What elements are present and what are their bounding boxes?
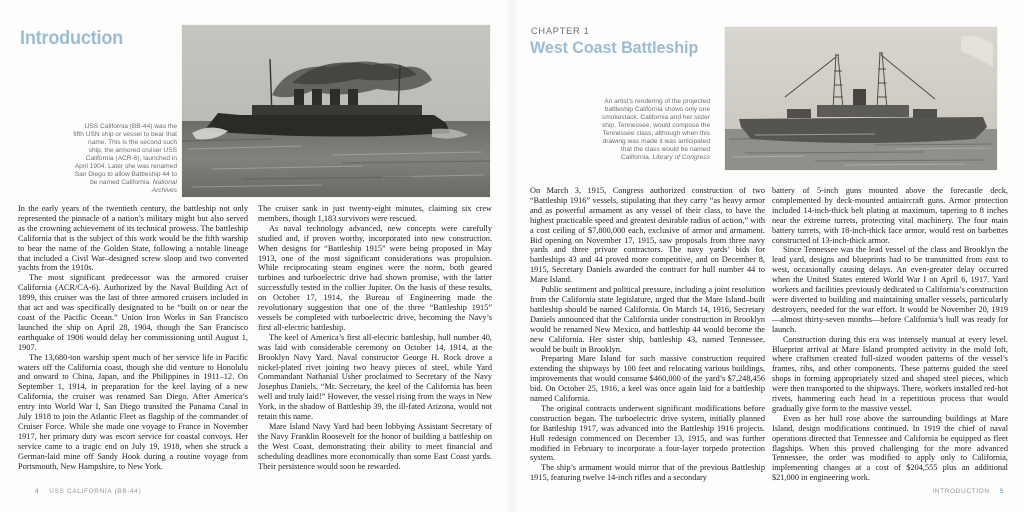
armored-cruiser-photo-art: [182, 25, 490, 197]
paragraph: Construction during this era was intensely manual at every level. Blueprint arrival at Mare Island prompted activity in the mold loft, where craftsmen created full-sized wooden patterns of the vessel’s frames, ribs, and other components. These patterns guided the steel shops in forming appropriately sized and shaped steel pieces, which were then transported to the shipways. There, workers installed red-hot rivets, hammering each head in a repetitious process that would gradually give form to the massive vessel.: [772, 334, 1009, 413]
page-title-introduction: Introduction: [20, 28, 124, 49]
chapter-label: CHAPTER 1: [531, 26, 590, 37]
paragraph: On March 3, 1915, Congress authorized construction of two “Battleship 1916” vessels, stipulating that they carry “as heavy armor and as powerful armament as any vessel of their class, to have the highest practicable speed and greatest desirable radius of action,” with a cost ceiling of $7,800,000 each, exclusive of armor and armament. Bid opening on November 17, 1915, saw proposals from three navy yards and three private contractors. The navy yards’ bids for battleships 43 and 44 proved more competitive, and on December 8, 1915, Secretary Daniels awarded the contract for hull number 44 to Mare Island.: [530, 186, 765, 285]
caption-text: USS California (BB-44) was the fifth USN ship or vessel to bear that name. This is the second such ship, the armored cruiser USS California (ACR-6), launched in April 1904. Later she was renamed San Diego to allow Battleship 44 to be named California.: [73, 123, 177, 186]
left-page-column-1: [18, 204, 248, 471]
photo-caption-right: [600, 98, 710, 162]
battleship-rendering-photo: [725, 27, 997, 170]
paragraph: Preparing Mare Island for such massive construction required extending the shipways by 100 feet and relocating various buildings, improvements that would consume $460,000 of the yard’s $7,248,456 bid. On October 25, 1916, a keel was once again laid for a battleship named California.: [530, 354, 765, 404]
paragraph: The most significant predecessor was the armored cruiser California (ACR/CA-6). Authorized by the Naval Building Act of 1899, this cruiser was the last of three armored cruisers included in that act and was specifically designated to be “built on or near the coast of the Pacific Ocean.” Union Iron Works in San Francisco launched the ship on April 28, 1904, though the San Francisco earthquake of 1906 would delay her commissioning until August 1, 1907.: [18, 273, 248, 352]
caption-text: An artist’s rendering of the projected battleship California shows only one smokestack. California and her sister ship, Tennessee, would compose the Tennessee class, although when this drawing was made it was anticipated that the class would be named California.: [601, 98, 710, 161]
paragraph: Even as her hull rose above the surrounding buildings at Mare Island, design modifications continued. In 1919 the chief of naval operations directed that Tennessee and California be equipped as fleet flagships. When this proved challenging for the more advanced Tennessee, the order was modified to apply only to California, implementing changes at a cost of $204,555 plus an additional $21,000 in engineering work.: [772, 413, 1008, 483]
paragraph: The cruiser sank in just twenty-eight minutes, claiming six crew members, though 1,183 survivors were rescued.: [258, 204, 492, 223]
paragraph: The original contracts underwent significant modifications before construction began. The turboelectric drive system, initially planned for Battleship 1917, was advanced into the Battleship 1916 projects. Hull redesign commenced on December 13, 1915, and was further modified in February to incorporate a four-layer torpedo protection system.: [530, 403, 765, 463]
right-page-column-1: [530, 186, 765, 483]
caption-credit: National Archives: [151, 179, 177, 194]
paragraph: battery of 5-inch guns mounted above the forecastle deck, complemented by deck-mounted antiaircraft guns. Armor protection included 14-inch-thick belt plating at maximum, tapering to 8 inches near the extreme turrets, protecting vital machinery. The four main battery turrets, with 18-inch-thick face armor, would rest on barbettes constructed of 13-inch-thick armor.: [772, 186, 1008, 245]
right-page-column-2: [772, 186, 1008, 483]
paragraph: Since Tennessee was the lead vessel of the class and Brooklyn the lead yard, designs and blueprints had to be transmitted from east to west, occasionally causing delays. An even-greater delay occurred when the United States entered World War I on April 6, 1917. Yard workers and facilities previously dedicated to California’s construction were diverted to building and maintaining smaller vessels, particularly destroyers, needed for the war effort. It would be November 20, 1919—almost thirty-seven months—before California’s hull was ready for launch.: [772, 245, 1008, 334]
photo-caption-left: [73, 123, 177, 195]
paragraph: Public sentiment and political pressure, including a joint resolution from the California state legislature, urged that the Mare Island–built battleship should be named California. On March 14, 1916, Secretary Daniels announced that the California under construction in Brooklyn would be renamed New Mexico, and battleship 44 would become the new California. Her sister ship, battleship 43, named Tennessee, would be built in Brooklyn.: [530, 285, 765, 354]
paragraph: The keel of America’s first all-electric battleship, hull number 40, was laid with considerable ceremony on October 14, 1914, at the Brooklyn Navy Yard. Naval constructor George H. Rock drove a nickel-plated rivet joining two heavy pieces of steel, while Yard Commandant Nathanial Usher proclaimed to Secretary of the Navy Josephus Daniels, “Mr. Secretary, the keel of the California has been well and truly laid!” However, the vessel rising from the ways in New York, in the shadow of Battleship 39, the ill-fated Arizona, would not retain this name.: [258, 332, 492, 422]
caption-credit: Library of Congress: [652, 154, 710, 161]
page-number: 5: [999, 488, 1004, 495]
paragraph: Mare Island Navy Yard had been lobbying Assistant Secretary of the Navy Franklin Roosevelt for the honor of building a battleship on the West Coast, demonstrating their ability to meet financial and scheduling deadlines more economically than some East Coast yards. Their persistence would soon be rewarded.: [258, 421, 492, 471]
armored-cruiser-photo: [182, 25, 490, 197]
left-page-footer: [35, 488, 141, 495]
page-number: 4: [35, 488, 40, 495]
paragraph: The 13,680-ton warship spent much of her service life in Pacific waters off the California coast, though she did venture to Honolulu and onward to China, Japan, and the Philippines in 1911–12. On September 1, 1914, in preparation for the keel laying of a new California, the cruiser was renamed San Diego. After America’s entry into World War I, San Diego transited the Panama Canal in July 1918 to join the Atlantic Fleet as flagship of the commander of Cruiser Force. While she made one voyage to France in November 1917, her primary duty was escort service for coastal convoys. Her service came to a tragic end on July 19, 1918, when she struck a German-laid mine off Sandy Hook during a routine voyage from Portsmouth, New Hampshire, to New York.: [18, 352, 248, 471]
running-title: INTRODUCTION: [932, 488, 990, 495]
left-page-column-2: [258, 204, 492, 471]
running-title: USS CALIFORNIA (BB-44): [49, 488, 142, 495]
paragraph: As naval technology advanced, new concepts were carefully studied and, if proven worthy, incorporated into new construction. When designs for “Battleship 1915” were being proposed in May 1913, one of the most significant considerations was propulsion. While reciprocating steam engines were the norm, both geared turbines and turboelectric drive had shown promise, with the latter successfully tested in the collier Jupiter. On the basis of these results, on October 17, 1914, the Bureau of Engineering made the revolutionary suggestion that one of the three “Battleship 1915” vessels be completed with turboelectric drive, becoming the Navy’s first all-electric battleship.: [258, 223, 492, 332]
paragraph: The ship’s armament would mirror that of the previous Battleship 1915, featuring twelve 14-inch rifles and a secondary: [530, 463, 765, 483]
right-page-footer: [932, 488, 1004, 495]
chapter-title: West Coast Battleship: [530, 38, 699, 57]
paragraph: In the early years of the twentieth century, the battleship not only represented the pinnacle of a nation’s military might but also served as the crowning achievement of its technical prowess. The battleship California that is the subject of this work would be the fifth warship to bear the name of the Golden State, following a notable lineage that included a Civil War–designed screw sloop and two converted yachts from the 1910s.: [18, 204, 248, 273]
battleship-rendering-art: [725, 27, 997, 170]
